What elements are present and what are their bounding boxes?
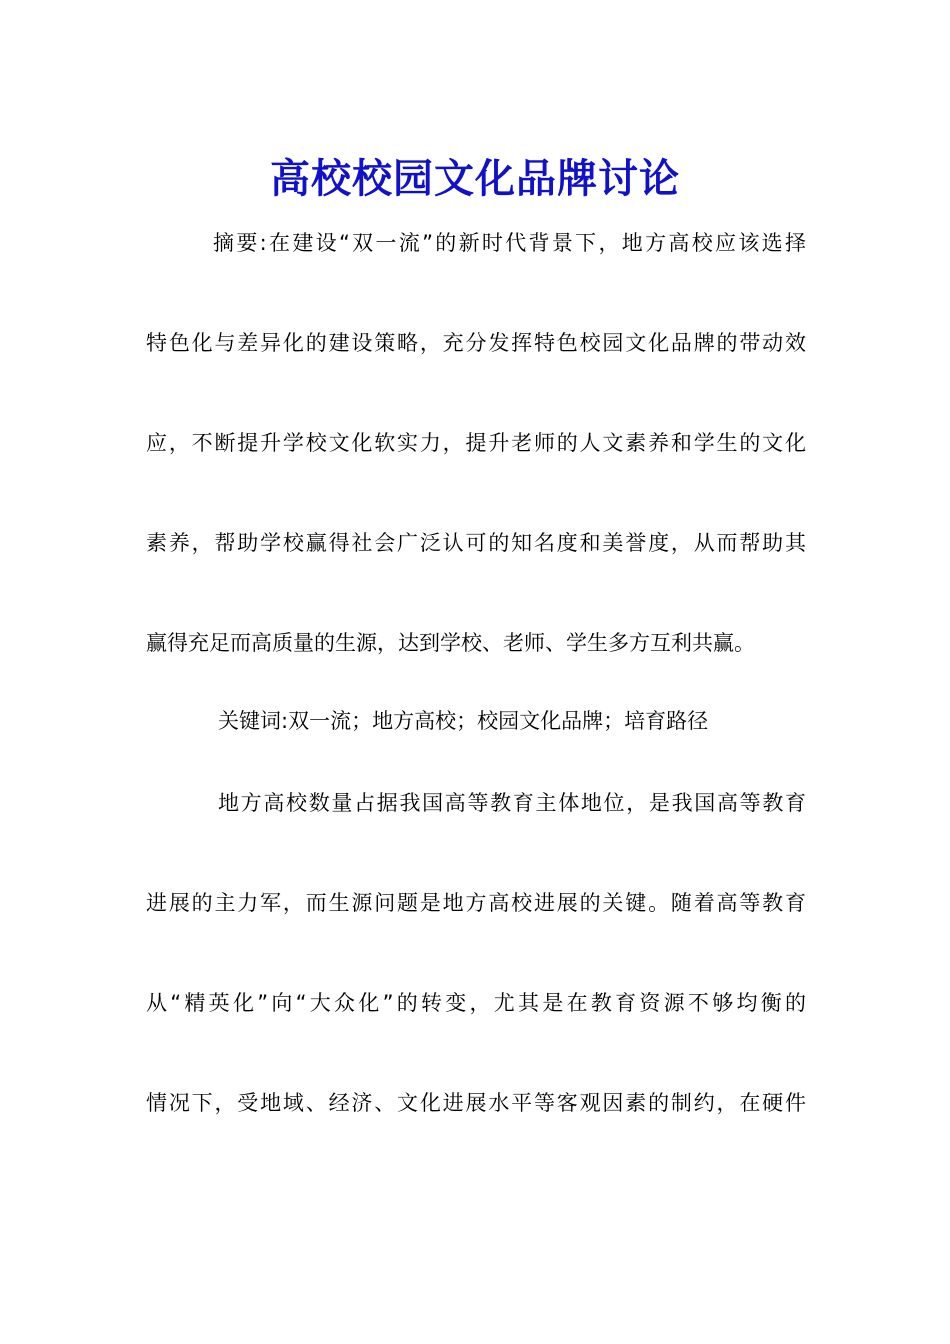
- body-line: 地方高校数量占据我国高等教育主体地位，是我国高等教育: [218, 791, 806, 815]
- abstract-line: 素养，帮助学校赢得社会广泛认可的知名度和美誉度，从而帮助其: [146, 531, 806, 555]
- body-line: 从“精英化”向“大众化”的转变，尤其是在教育资源不够均衡的: [146, 991, 806, 1015]
- abstract-line: 应，不断提升学校文化软实力，提升老师的人文素养和学生的文化: [146, 431, 806, 455]
- keywords: 关键词:双一流；地方高校；校园文化品牌；培育路径: [218, 709, 709, 733]
- abstract-line: 赢得充足而高质量的生源，达到学校、老师、学生多方互利共赢。: [146, 631, 755, 655]
- body-line: 情况下，受地域、经济、文化进展水平等客观因素的制约，在硬件: [146, 1091, 806, 1115]
- body-line: 进展的主力军，而生源问题是地方高校进展的关键。随着高等教育: [146, 891, 806, 915]
- document-title: 高校校园文化品牌讨论: [270, 154, 680, 202]
- abstract-line: 摘要:在建设“双一流”的新时代背景下，地方高校应该选择: [213, 231, 806, 255]
- abstract-line: 特色化与差异化的建设策略，充分发挥特色校园文化品牌的带动效: [146, 331, 806, 355]
